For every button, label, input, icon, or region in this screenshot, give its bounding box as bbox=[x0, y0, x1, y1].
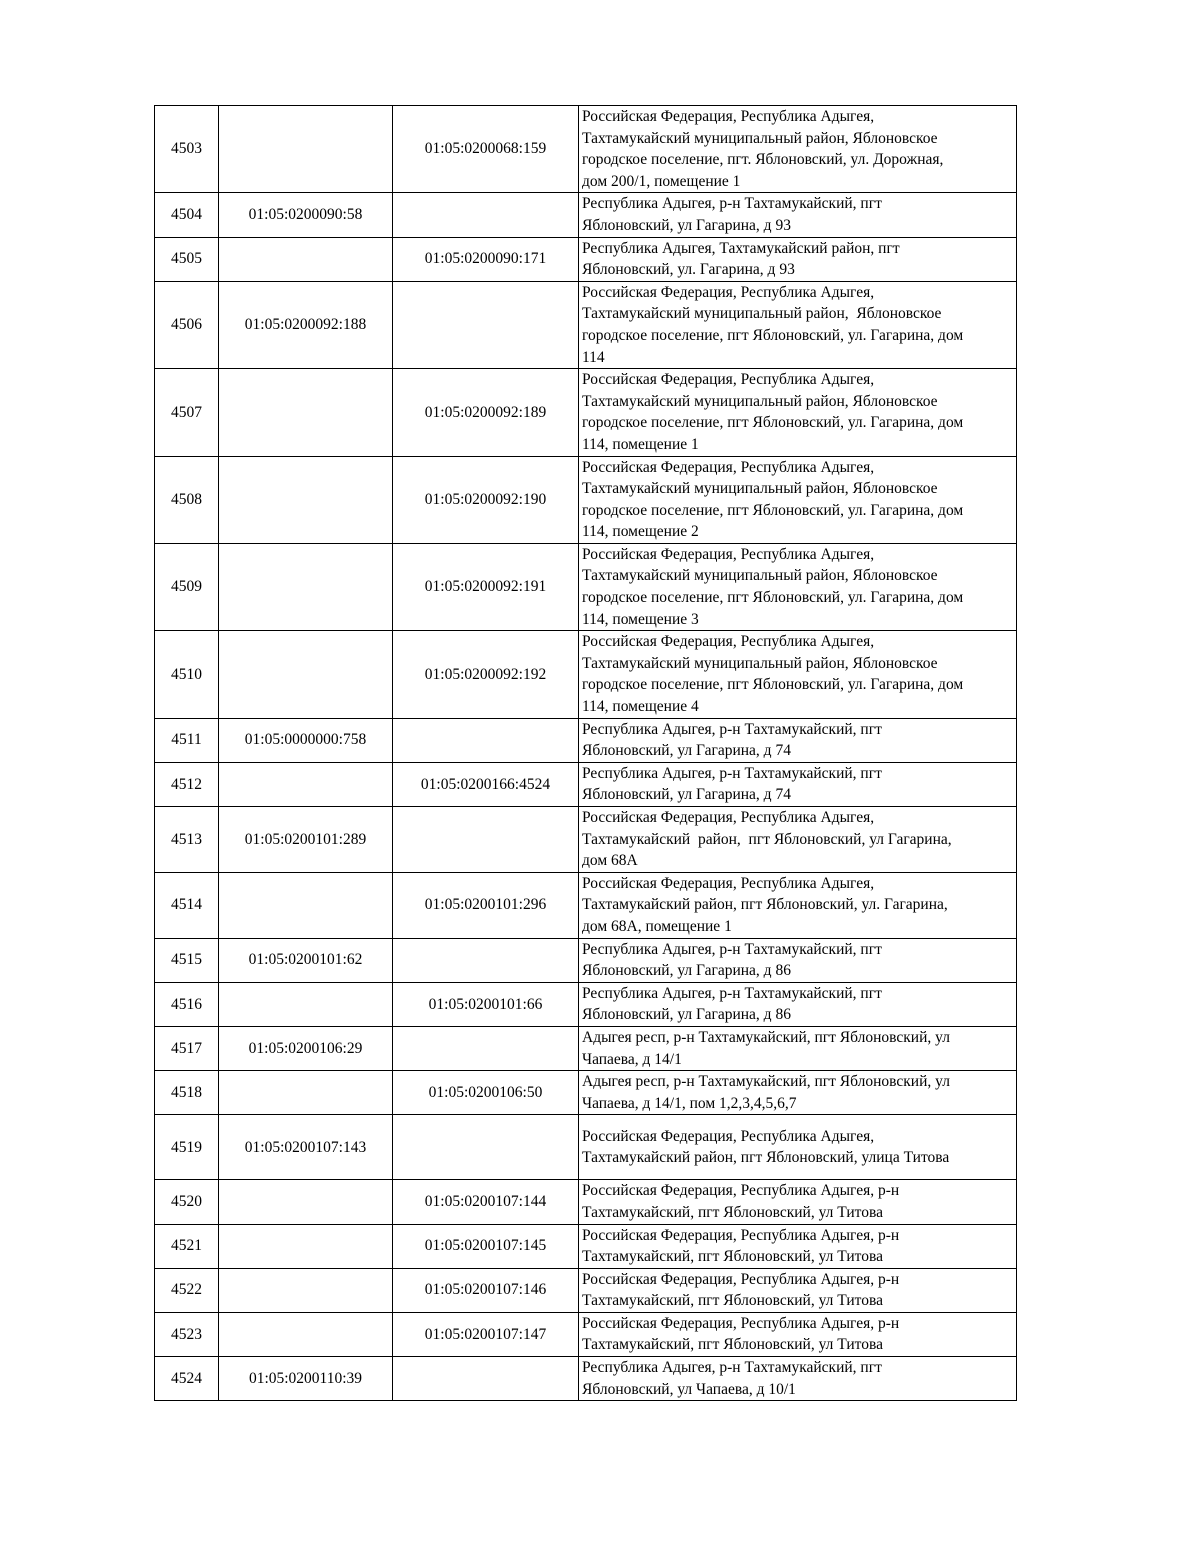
address-line: Тахтамукайский, пгт Яблоновский, ул Титова bbox=[582, 1203, 883, 1221]
object-cadastral-number-cell bbox=[393, 718, 579, 762]
address-cell bbox=[579, 456, 1017, 543]
table-row bbox=[155, 106, 1017, 193]
row-number-cell: 4520 bbox=[155, 1180, 219, 1224]
address-line: дом 68А bbox=[582, 852, 638, 870]
land-cadastral-number-cell bbox=[219, 1268, 393, 1312]
address-line: Тахтамукайский, пгт Яблоновский, ул Титова bbox=[582, 1248, 883, 1266]
table-row bbox=[155, 938, 1017, 982]
row-number-cell: 4514 bbox=[155, 872, 219, 938]
address-line: Тахтамукайский район, пгт Яблоновский, ул Гагарина, bbox=[582, 830, 952, 848]
row-number-cell: 4511 bbox=[155, 718, 219, 762]
object-cadastral-number-cell: 01:05:0200068:159 bbox=[393, 106, 579, 193]
address-line: Республика Адыгея, р-н Тахтамукайский, пгт bbox=[582, 720, 882, 738]
object-cadastral-number-cell bbox=[393, 193, 579, 237]
table-row bbox=[155, 369, 1017, 456]
address-line: 114, помещение 2 bbox=[582, 523, 699, 541]
table-row bbox=[155, 807, 1017, 873]
address-line: Яблоновский, ул Гагарина, д 93 bbox=[582, 216, 791, 234]
object-cadastral-number-cell: 01:05:0200101:296 bbox=[393, 872, 579, 938]
object-cadastral-number-cell: 01:05:0200107:144 bbox=[393, 1180, 579, 1224]
row-number-cell: 4518 bbox=[155, 1071, 219, 1115]
address-cell bbox=[579, 1312, 1017, 1356]
address-line: Тахтамукайский муниципальный район, Яблоновское bbox=[582, 567, 938, 585]
address-line: Тахтамукайский район, пгт Яблоновский, ул. Гагарина, bbox=[582, 896, 948, 914]
row-number-cell: 4507 bbox=[155, 369, 219, 456]
address-cell bbox=[579, 237, 1017, 281]
address-line: Яблоновский, ул Гагарина, д 74 bbox=[582, 786, 791, 804]
address-line: Тахтамукайский район, пгт Яблоновский, улица Титова bbox=[582, 1149, 950, 1167]
row-number-cell: 4504 bbox=[155, 193, 219, 237]
address-line: Российская Федерация, Республика Адыгея, bbox=[582, 458, 875, 476]
object-cadastral-number-cell bbox=[393, 1026, 579, 1070]
address-cell bbox=[579, 1224, 1017, 1268]
land-cadastral-number-cell bbox=[219, 237, 393, 281]
object-cadastral-number-cell: 01:05:0200090:171 bbox=[393, 237, 579, 281]
registry-table-body bbox=[155, 106, 1017, 1401]
table-row bbox=[155, 1071, 1017, 1115]
address-line: дом 68А, помещение 1 bbox=[582, 917, 732, 935]
land-cadastral-number-cell: 01:05:0200106:29 bbox=[219, 1026, 393, 1070]
address-cell bbox=[579, 762, 1017, 806]
table-row bbox=[155, 281, 1017, 368]
land-cadastral-number-cell: 01:05:0200101:289 bbox=[219, 807, 393, 873]
row-number-cell: 4515 bbox=[155, 938, 219, 982]
property-registry-table bbox=[154, 105, 1017, 1401]
row-number-cell: 4521 bbox=[155, 1224, 219, 1268]
object-cadastral-number-cell bbox=[393, 807, 579, 873]
row-number-cell: 4517 bbox=[155, 1026, 219, 1070]
address-line: Чапаева, д 14/1, пом 1,2,3,4,5,6,7 bbox=[582, 1094, 797, 1112]
address-line: Яблоновский, ул. Гагарина, д 93 bbox=[582, 261, 795, 279]
address-line: 114, помещение 4 bbox=[582, 698, 699, 716]
land-cadastral-number-cell bbox=[219, 1224, 393, 1268]
address-line: городское поселение, пгт. Яблоновский, ул. Дорожная, bbox=[582, 151, 944, 169]
table-row bbox=[155, 1357, 1017, 1401]
address-line: Тахтамукайский муниципальный район, Яблоновское bbox=[582, 654, 938, 672]
address-line: Российская Федерация, Республика Адыгея, bbox=[582, 371, 875, 389]
land-cadastral-number-cell bbox=[219, 1312, 393, 1356]
table-row bbox=[155, 762, 1017, 806]
address-line: Республика Адыгея, р-н Тахтамукайский, пгт bbox=[582, 195, 882, 213]
address-line: Чапаева, д 14/1 bbox=[582, 1050, 682, 1068]
row-number-cell: 4510 bbox=[155, 631, 219, 718]
address-line: 114, помещение 3 bbox=[582, 610, 699, 628]
row-number-cell: 4516 bbox=[155, 982, 219, 1026]
land-cadastral-number-cell bbox=[219, 872, 393, 938]
address-line: дом 200/1, помещение 1 bbox=[582, 172, 741, 190]
object-cadastral-number-cell bbox=[393, 1115, 579, 1180]
row-number-cell: 4524 bbox=[155, 1357, 219, 1401]
address-line: Яблоновский, ул Гагарина, д 86 bbox=[582, 962, 791, 980]
address-cell bbox=[579, 193, 1017, 237]
row-number-cell: 4519 bbox=[155, 1115, 219, 1180]
land-cadastral-number-cell bbox=[219, 106, 393, 193]
table-row bbox=[155, 543, 1017, 630]
land-cadastral-number-cell bbox=[219, 543, 393, 630]
address-line: Тахтамукайский муниципальный район, Яблоновское bbox=[582, 305, 942, 323]
row-number-cell: 4513 bbox=[155, 807, 219, 873]
address-line: Тахтамукайский муниципальный район, Яблоновское bbox=[582, 480, 938, 498]
address-line: Яблоновский, ул Гагарина, д 74 bbox=[582, 742, 791, 760]
address-line: Адыгея респ, р-н Тахтамукайский, пгт Яблоновский, ул bbox=[582, 1073, 950, 1091]
address-cell bbox=[579, 1026, 1017, 1070]
address-line: городское поселение, пгт Яблоновский, ул. Гагарина, дом bbox=[582, 501, 964, 519]
address-cell bbox=[579, 718, 1017, 762]
address-cell bbox=[579, 1268, 1017, 1312]
table-row bbox=[155, 237, 1017, 281]
address-line: Республика Адыгея, р-н Тахтамукайский, пгт bbox=[582, 984, 882, 1002]
address-cell bbox=[579, 1071, 1017, 1115]
land-cadastral-number-cell: 01:05:0200092:188 bbox=[219, 281, 393, 368]
row-number-cell: 4508 bbox=[155, 456, 219, 543]
address-cell bbox=[579, 281, 1017, 368]
object-cadastral-number-cell: 01:05:0200092:189 bbox=[393, 369, 579, 456]
table-row bbox=[155, 1115, 1017, 1180]
table-row bbox=[155, 456, 1017, 543]
object-cadastral-number-cell: 01:05:0200107:145 bbox=[393, 1224, 579, 1268]
land-cadastral-number-cell: 01:05:0200107:143 bbox=[219, 1115, 393, 1180]
row-number-cell: 4505 bbox=[155, 237, 219, 281]
object-cadastral-number-cell bbox=[393, 281, 579, 368]
address-line: городское поселение, пгт Яблоновский, ул. Гагарина, дом bbox=[582, 676, 964, 694]
table-row bbox=[155, 718, 1017, 762]
table-row bbox=[155, 1180, 1017, 1224]
object-cadastral-number-cell: 01:05:0200107:147 bbox=[393, 1312, 579, 1356]
land-cadastral-number-cell: 01:05:0200110:39 bbox=[219, 1357, 393, 1401]
land-cadastral-number-cell bbox=[219, 1071, 393, 1115]
address-cell bbox=[579, 1115, 1017, 1180]
land-cadastral-number-cell: 01:05:0200101:62 bbox=[219, 938, 393, 982]
address-line: Российская Федерация, Республика Адыгея, bbox=[582, 809, 875, 826]
address-line: городское поселение, пгт Яблоновский, ул. Гагарина, дом bbox=[582, 414, 964, 432]
address-line: Российская Федерация, Республика Адыгея, bbox=[582, 283, 875, 301]
land-cadastral-number-cell bbox=[219, 762, 393, 806]
object-cadastral-number-cell bbox=[393, 938, 579, 982]
address-line: Российская Федерация, Республика Адыгея, bbox=[582, 874, 875, 892]
table-row bbox=[155, 1224, 1017, 1268]
row-number-cell: 4503 bbox=[155, 106, 219, 193]
address-line: Российская Федерация, Республика Адыгея, р-н bbox=[582, 1314, 900, 1332]
table-row bbox=[155, 1268, 1017, 1312]
address-cell bbox=[579, 1180, 1017, 1224]
table-row bbox=[155, 631, 1017, 718]
address-cell bbox=[579, 938, 1017, 982]
row-number-cell: 4522 bbox=[155, 1268, 219, 1312]
address-cell bbox=[579, 982, 1017, 1026]
address-line: Республика Адыгея, р-н Тахтамукайский, пгт bbox=[582, 940, 882, 958]
object-cadastral-number-cell: 01:05:0200092:190 bbox=[393, 456, 579, 543]
address-cell bbox=[579, 1357, 1017, 1401]
table-row bbox=[155, 1026, 1017, 1070]
address-line: Адыгея респ, р-н Тахтамукайский, пгт Яблоновский, ул bbox=[582, 1028, 950, 1046]
table-row bbox=[155, 1312, 1017, 1356]
address-cell bbox=[579, 807, 1017, 873]
address-line: Республика Адыгея, р-н Тахтамукайский, пгт bbox=[582, 764, 882, 782]
object-cadastral-number-cell: 01:05:0200107:146 bbox=[393, 1268, 579, 1312]
row-number-cell: 4509 bbox=[155, 543, 219, 630]
land-cadastral-number-cell: 01:05:0000000:758 bbox=[219, 718, 393, 762]
address-cell bbox=[579, 543, 1017, 630]
land-cadastral-number-cell bbox=[219, 456, 393, 543]
address-line: Российская Федерация, Республика Адыгея, bbox=[582, 545, 875, 563]
address-line: Тахтамукайский муниципальный район, Яблоновское bbox=[582, 129, 938, 147]
row-number-cell: 4523 bbox=[155, 1312, 219, 1356]
address-cell bbox=[579, 872, 1017, 938]
object-cadastral-number-cell bbox=[393, 1357, 579, 1401]
address-line: Российская Федерация, Республика Адыгея, р-н bbox=[582, 1270, 900, 1288]
address-line: Российская Федерация, Республика Адыгея, bbox=[582, 108, 875, 125]
object-cadastral-number-cell: 01:05:0200092:192 bbox=[393, 631, 579, 718]
land-cadastral-number-cell bbox=[219, 631, 393, 718]
table-row bbox=[155, 872, 1017, 938]
object-cadastral-number-cell: 01:05:0200101:66 bbox=[393, 982, 579, 1026]
address-line: Российская Федерация, Республика Адыгея, bbox=[582, 633, 875, 651]
address-line: 114 bbox=[582, 348, 605, 366]
address-line: Тахтамукайский, пгт Яблоновский, ул Титова bbox=[582, 1336, 883, 1354]
address-line: Республика Адыгея, р-н Тахтамукайский, пгт bbox=[582, 1359, 882, 1377]
address-line: Яблоновский, ул Гагарина, д 86 bbox=[582, 1006, 791, 1024]
row-number-cell: 4512 bbox=[155, 762, 219, 806]
address-line: Республика Адыгея, Тахтамукайский район, пгт bbox=[582, 239, 900, 257]
row-number-cell: 4506 bbox=[155, 281, 219, 368]
address-cell bbox=[579, 369, 1017, 456]
address-line: городское поселение, пгт Яблоновский, ул. Гагарина, дом bbox=[582, 589, 964, 607]
address-line: Российская Федерация, Республика Адыгея, bbox=[582, 1127, 875, 1145]
address-line: городское поселение, пгт Яблоновский, ул. Гагарина, дом bbox=[582, 326, 964, 344]
object-cadastral-number-cell: 01:05:0200092:191 bbox=[393, 543, 579, 630]
address-cell bbox=[579, 106, 1017, 193]
land-cadastral-number-cell bbox=[219, 982, 393, 1026]
address-line: Российская Федерация, Республика Адыгея, р-н bbox=[582, 1182, 900, 1200]
table-row bbox=[155, 193, 1017, 237]
land-cadastral-number-cell bbox=[219, 1180, 393, 1224]
object-cadastral-number-cell: 01:05:0200106:50 bbox=[393, 1071, 579, 1115]
object-cadastral-number-cell: 01:05:0200166:4524 bbox=[393, 762, 579, 806]
land-cadastral-number-cell bbox=[219, 369, 393, 456]
address-line: Тахтамукайский, пгт Яблоновский, ул Титова bbox=[582, 1292, 883, 1310]
address-line: 114, помещение 1 bbox=[582, 435, 699, 453]
address-cell bbox=[579, 631, 1017, 718]
table-row bbox=[155, 982, 1017, 1026]
address-line: Российская Федерация, Республика Адыгея, р-н bbox=[582, 1226, 900, 1244]
address-line: Тахтамукайский муниципальный район, Яблоновское bbox=[582, 392, 938, 410]
land-cadastral-number-cell: 01:05:0200090:58 bbox=[219, 193, 393, 237]
address-line: Яблоновский, ул Чапаева, д 10/1 bbox=[582, 1380, 796, 1398]
